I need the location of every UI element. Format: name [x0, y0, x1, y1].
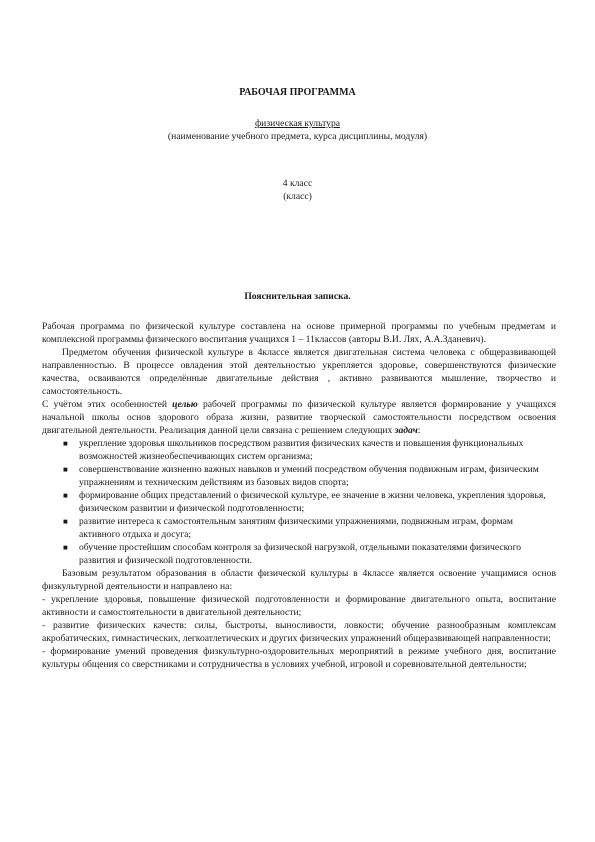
bullet-icon: ■: [63, 517, 68, 526]
task-item: [42, 437, 556, 463]
document-body: [42, 320, 556, 671]
task-text: обучение простейшим способам контроля за физической нагрузкой, отдельными показателями физического развития и физической подготовленности.: [79, 542, 522, 566]
task-text: формирование общих представлений о физической культуре, ее значение в жизни человека, укрепления здоровья, физическом развитии и физической подготовленности;: [79, 490, 546, 514]
paragraph-goal: [42, 398, 556, 437]
task-list: [42, 437, 556, 567]
grade: 4 класс: [282, 178, 313, 189]
task-text: укрепление здоровья школьников посредством развития физических качеств и повышения функциональных возможностей жизнеобеспечивающих систем организма;: [79, 438, 524, 462]
bullet-icon: ■: [63, 465, 68, 474]
task-item: [42, 489, 556, 515]
goal-emphasis: целью: [172, 399, 198, 410]
task-text: совершенствование жизненно важных навыков и умений посредством обучения подвижным играм, физическим упражнениям и техническим действиям из базовых видов спорта;: [79, 464, 539, 488]
subject-name: физическая культура: [254, 118, 341, 129]
paragraph-results: Базовым результатом образования в области физической культуры в 4классе является освоение учащимися основ физкультурной деятельности и направлено на:: [42, 568, 556, 592]
document-title: РАБОЧАЯ ПРОГРАММА: [239, 87, 356, 98]
task-item: [42, 541, 556, 567]
tasks-emphasis: задач: [394, 425, 418, 436]
bullet-icon: ■: [63, 439, 68, 448]
task-item: [42, 463, 556, 489]
paragraph-program-basis: Рабочая программа по физической культуре составлена на основе примерной программы по учебным предметам и комплексной программы физического воспитания учащихся 1 – 11классов (авторы В.И. Лях, А.А.Зданевич).: [42, 321, 556, 345]
section-heading: Пояснительная записка.: [244, 291, 351, 302]
task-item: [42, 515, 556, 541]
paragraph-subject: Предметом обучения физической культуре в 4классе является двигательная система человека с общеразвивающей направленностью. В процессе овладения этой деятельностью укрепляется здоровье, совершенствуются физические качества, осваиваются определённые двигательные действия , активно развиваются мышление, творчество и самостоятельность.: [42, 347, 556, 397]
bullet-icon: ■: [63, 543, 68, 552]
task-text: развитие интереса к самостоятельным занятиям физическими упражнениями, подвижным играм, формам активного отдыха и досуга;: [79, 516, 513, 540]
result-item: - формирование умений проведения физкультурно-оздоровительных мероприятий в режиме учебного дня, воспитание культуры общения со сверстниками и сотрудничества в условиях учебной, игровой и соревновательной деятельности;: [42, 646, 556, 670]
result-item: - укрепление здоровья, повышение физической подготовленности и формирование двигательного опыта, воспитание активности и самостоятельности в двигательной деятельности;: [42, 594, 556, 618]
result-item: - развитие физических качеств: силы, быстроты, выносливости, ловкости; обучение разнообразным комплексам акробатических, гимнастических, легкоатлетических и других физических упражнений общеразвивающей направленности;: [42, 620, 556, 644]
subject-note: (наименование учебного предмета, курса дисциплины, модуля): [167, 131, 428, 142]
goal-text-end: :: [417, 425, 421, 436]
goal-text-start: С учётом этих особенностей: [42, 399, 173, 410]
goal-text-middle: рабочей программы по физической культуре является формирование у учащихся начальной школы основ здорового образа жизни, развитие творческой самостоятельности посредством освоения двигательной деятельности. Реализация данной цели связана с решением следующих: [42, 399, 556, 436]
grade-note: (класс): [283, 191, 312, 202]
bullet-icon: ■: [63, 491, 68, 500]
